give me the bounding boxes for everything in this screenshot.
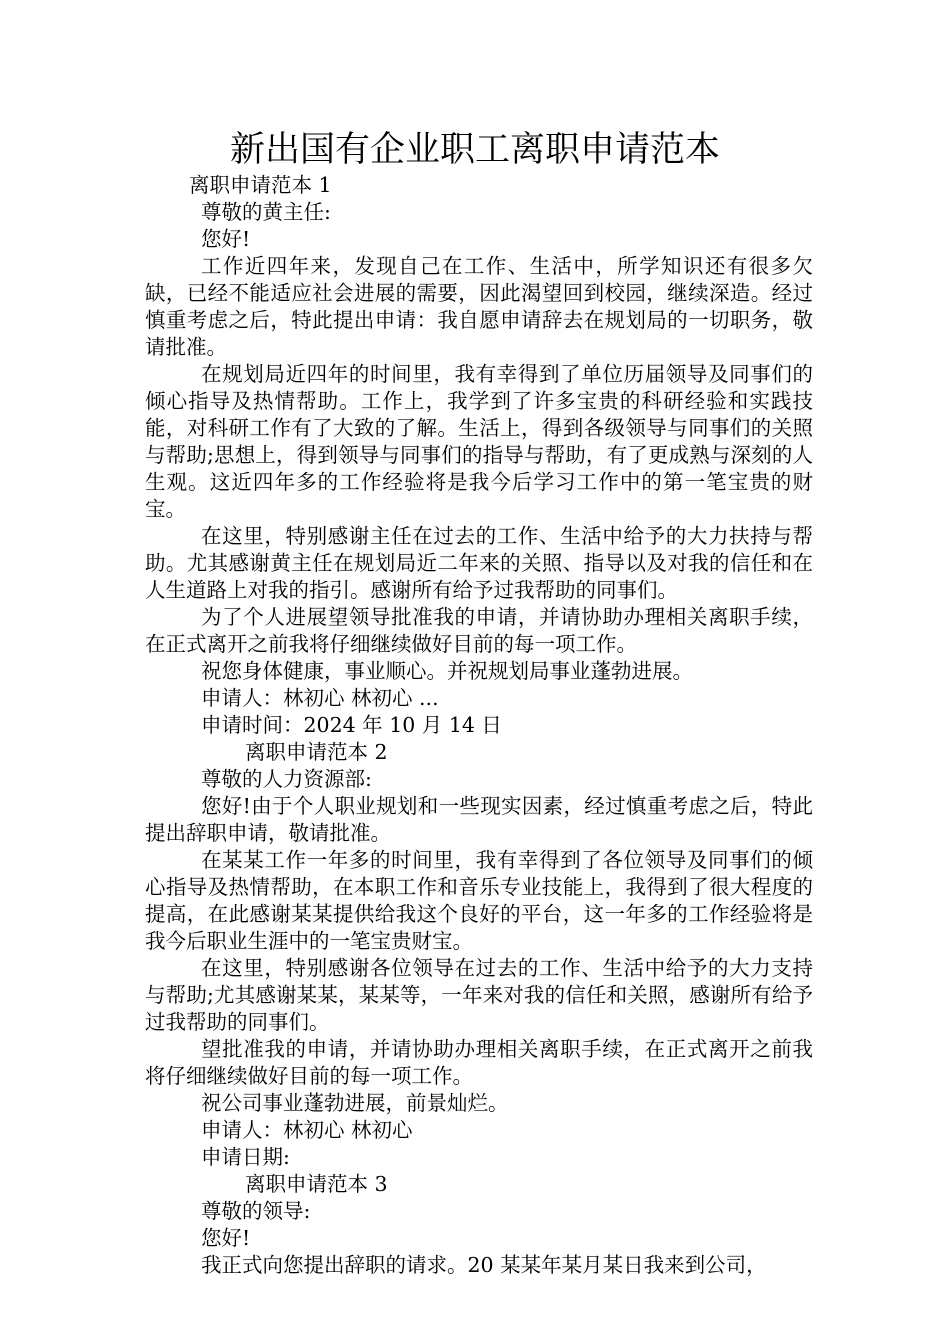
sample-3-greeting: 您好! [201, 1226, 251, 1250]
sample-2-paragraph: 望批准我的申请，并请协助办理相关离职手续，在正式离开之前我将仔细继续做好目前的每一项工作。 [145, 1037, 813, 1088]
sample-3-salutation: 尊敬的领导: [201, 1199, 311, 1223]
document-body [145, 172, 813, 1279]
sample-2-heading: 离职申请范本 2 [245, 740, 388, 764]
document-title: 新出国有企业职工离职申请范本 [229, 130, 720, 170]
sample-1-paragraph: 在规划局近四年的时间里，我有幸得到了单位历届领导及同事们的倾心指导及热情帮助。工作上，我学到了许多宝贵的科研经验和实践技能，对科研工作有了大致的了解。生活上，得到各级领导与同事们的关照与帮助;思想上，得到领导与同事们的指导与帮助，有了更成熟与深刻的人生观。这近四年多的工作经验将是我今后学习工作中的第一笔宝贵的财宝。 [145, 362, 813, 521]
sample-1-salutation: 尊敬的黄主任: [201, 200, 331, 224]
sample-2-date: 申请日期: [201, 1145, 290, 1169]
sample-2-paragraph: 您好!由于个人职业规划和一些现实因素，经过慎重考虑之后，特此提出辞职申请，敬请批准。 [145, 794, 813, 845]
sample-1-paragraph: 在这里，特别感谢主任在过去的工作、生活中给予的大力扶持与帮助。尤其感谢黄主任在规划局近二年来的关照、指导以及对我的信任和在人生道路上对我的指引。感谢所有给予过我帮助的同事们。 [145, 524, 813, 602]
sample-1-greeting: 您好! [201, 227, 251, 251]
sample-2-paragraph: 在某某工作一年多的时间里，我有幸得到了各位领导及同事们的倾心指导及热情帮助，在本职工作和音乐专业技能上，我得到了很大程度的提高，在此感谢某某提供给我这个良好的平台，这一年多的工作经验将是我今后职业生涯中的一笔宝贵财宝。 [145, 848, 813, 953]
sample-1-date: 申请时间：2024 年 10 月 14 日 [201, 713, 502, 737]
sample-1-applicant: 申请人：林初心 林初心 ... [201, 686, 439, 710]
sample-3-heading: 离职申请范本 3 [245, 1172, 388, 1196]
sample-2-applicant: 申请人：林初心 林初心 [201, 1118, 413, 1142]
sample-2-salutation: 尊敬的人力资源部: [201, 767, 372, 791]
sample-2-closing: 祝公司事业蓬勃进展，前景灿烂。 [201, 1091, 509, 1115]
sample-1-closing: 祝您身体健康，事业顺心。并祝规划局事业蓬勃进展。 [201, 659, 693, 683]
sample-3-paragraph: 我正式向您提出辞职的请求。20 某某年某月某日我来到公司， [201, 1253, 767, 1277]
sample-1-paragraph: 工作近四年来，发现自己在工作、生活中，所学知识还有很多欠缺，已经不能适应社会进展的需要，因此渴望回到校园，继续深造。经过慎重考虑之后，特此提出申请：我自愿申请辞去在规划局的一切职务，敬请批准。 [145, 254, 813, 359]
sample-2-paragraph: 在这里，特别感谢各位领导在过去的工作、生活中给予的大力支持与帮助;尤其感谢某某，某某等，一年来对我的信任和关照，感谢所有给予过我帮助的同事们。 [145, 956, 813, 1034]
sample-1-paragraph: 为了个人进展望领导批准我的申请，并请协助办理相关离职手续，在正式离开之前我将仔细继续做好目前的每一项工作。 [145, 605, 813, 656]
sample-1-heading: 离职申请范本 1 [189, 173, 332, 197]
